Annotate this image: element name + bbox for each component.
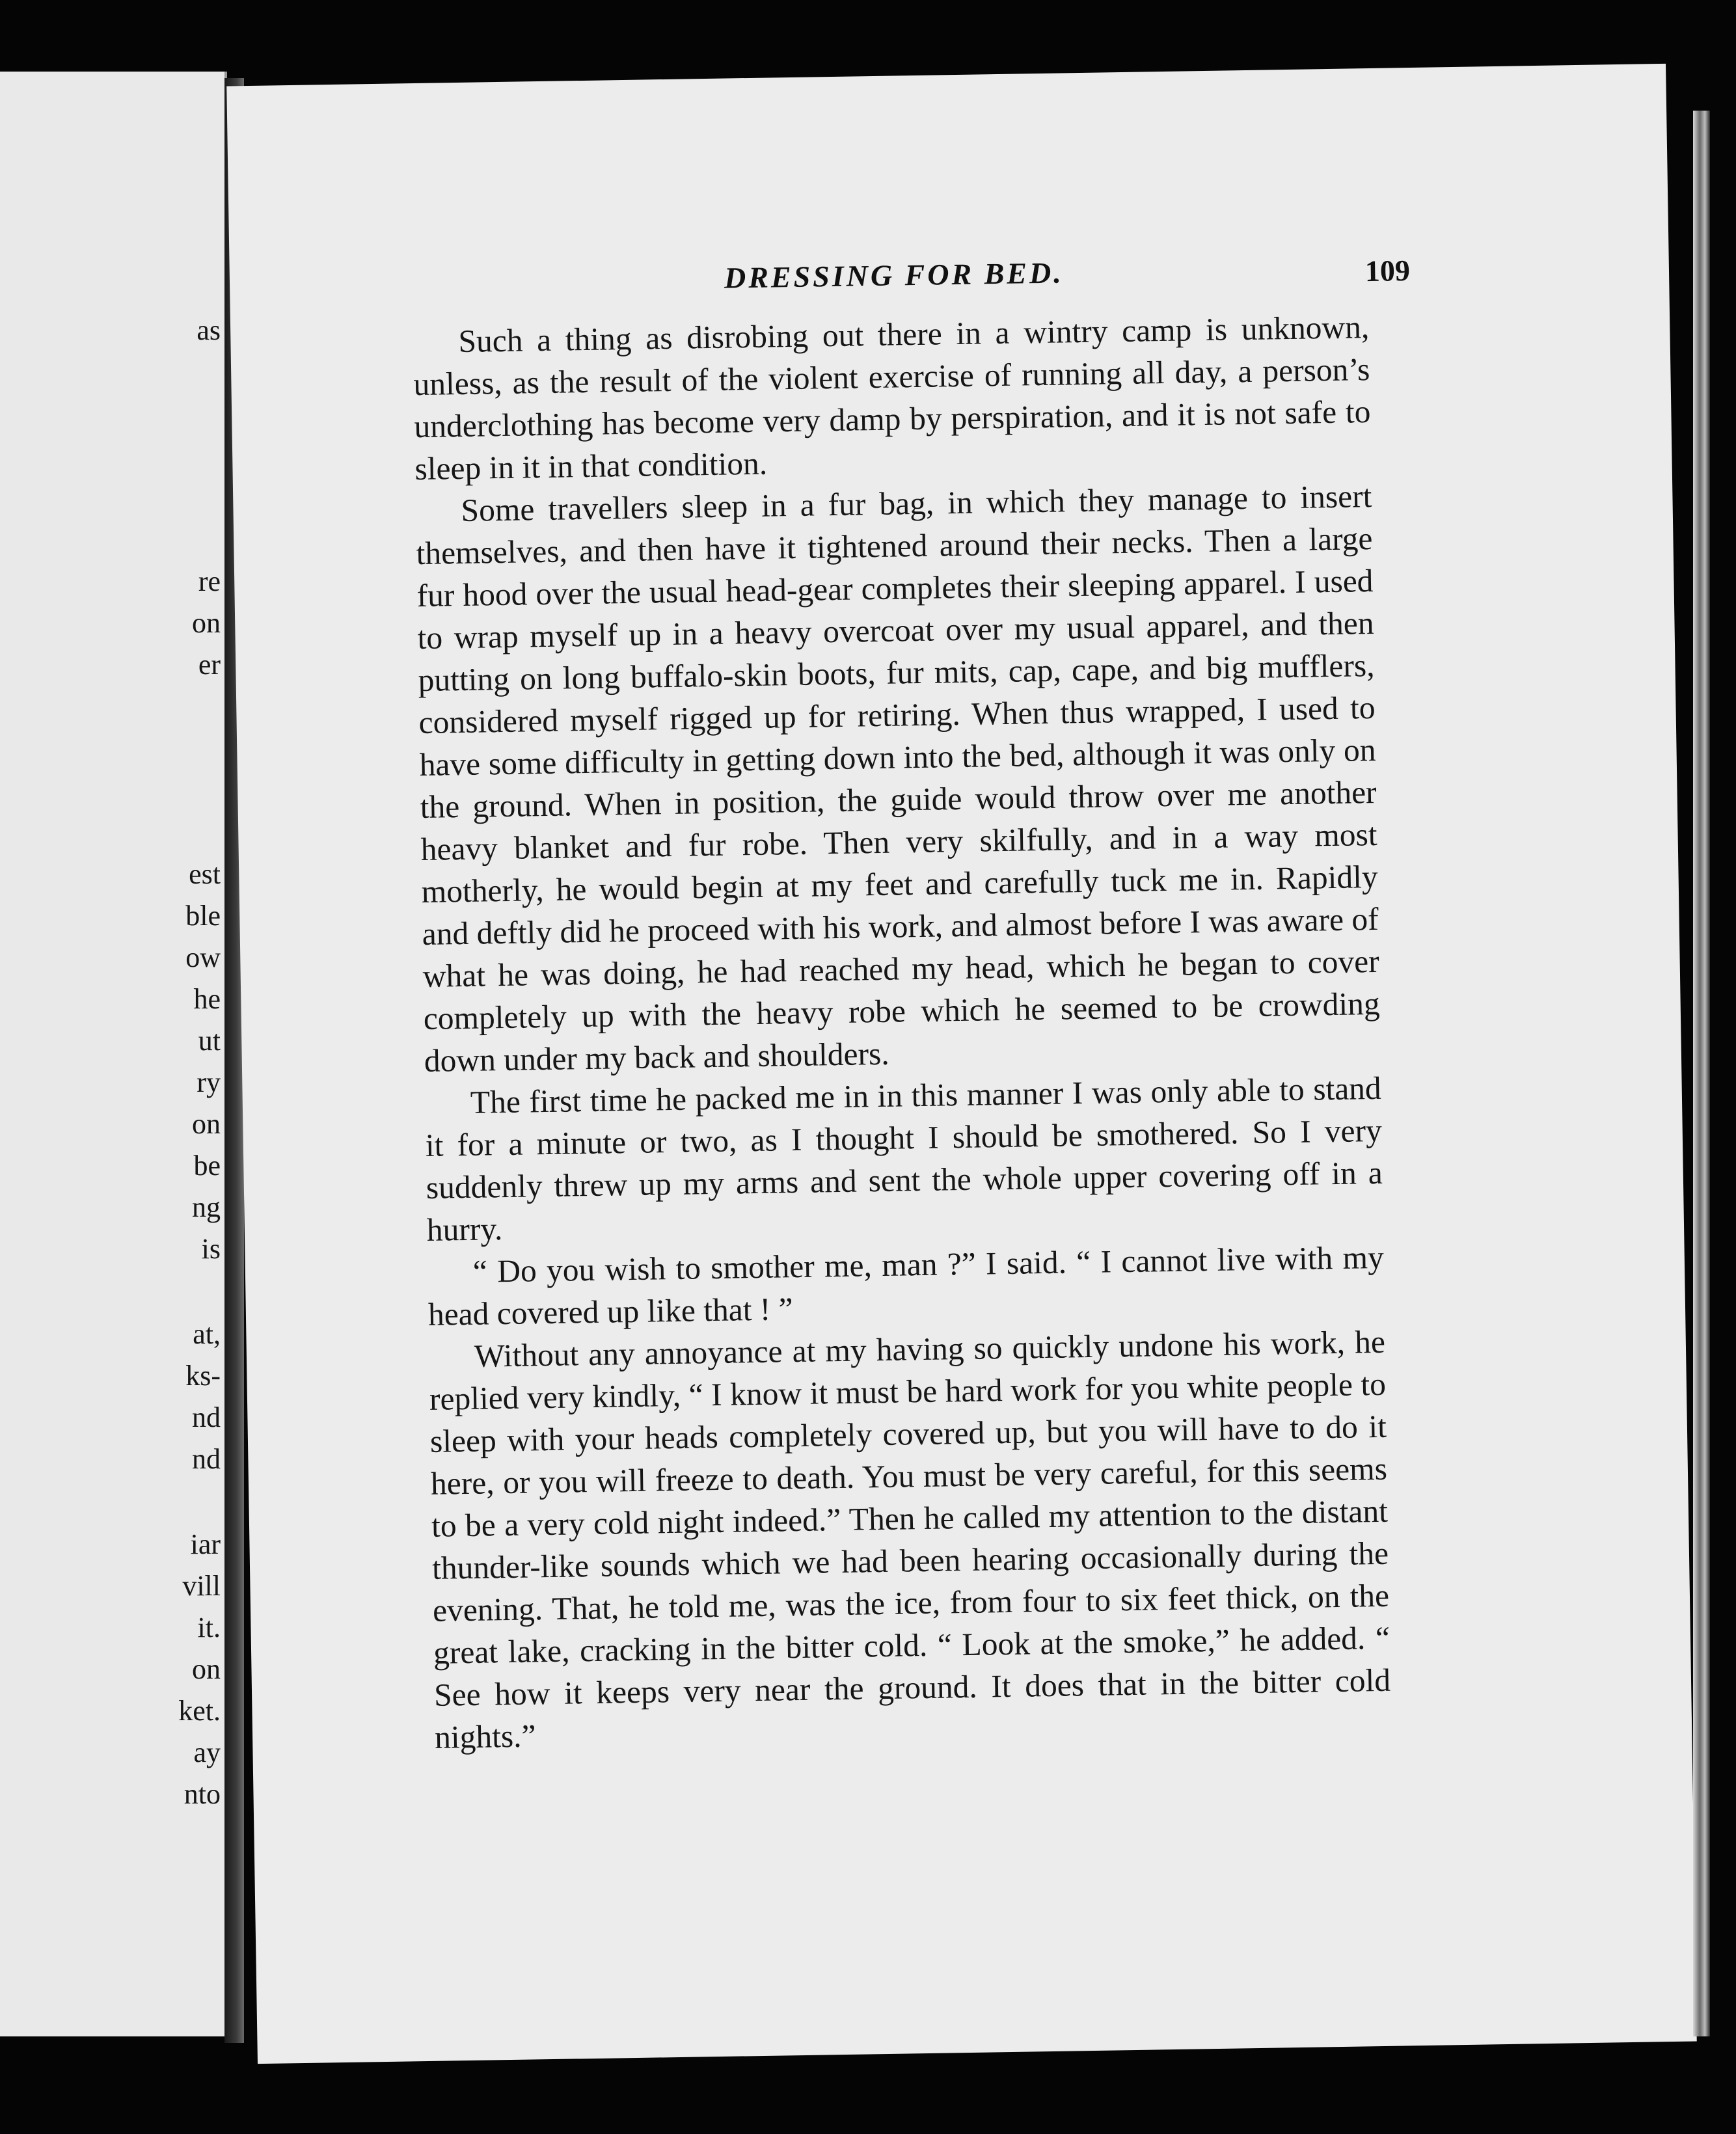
left-page-fragment: he xyxy=(193,983,221,1015)
left-page-fragment: as xyxy=(197,314,221,346)
left-page-fragment: on xyxy=(192,1108,221,1140)
left-page-fragment: at, xyxy=(193,1318,221,1350)
left-page-fragment: nto xyxy=(183,1778,221,1810)
page-number: 109 xyxy=(1364,254,1411,288)
left-page-fragment: ng xyxy=(192,1191,221,1223)
left-page-fragment: re xyxy=(198,565,221,597)
left-page-fragment: nd xyxy=(192,1401,221,1433)
paragraph: The first time he packed me in in this manner I was only able to stand it for a minute or two, as I thought I should be smothered. So I very suddenly threw up my arms and sent the whole upper covering off in a hurry. xyxy=(425,1070,1383,1248)
paragraph: Some travellers sleep in a fur bag, in which they manage to insert themselves, and then have it tightened around their necks. Then a large fur hood over the usual head-gear completes their sleeping apparel. I used to wrap myself up in a heavy overcoat over my usual apparel, and then putting on long buffalo-skin boots, fur mits, cap, cape, and big mufflers, considered myself rigged up for retiring. When thus wrapped, I used to have some difficulty in getting down into the bed, although it was only on the ground. When in position, the guide would throw over me another heavy blanket and fur robe. Then very skilfully, and in a way most motherly, he would begin at my feet and carefully tuck me in. Rapidly and deftly did he proceed with his work, and almost before I was aware of what he was doing, he had reached my head, which he began to cover completely up with the heavy robe which he seemed to be crowding down under my back and shoulders. xyxy=(416,478,1381,1079)
paragraph: Without any annoyance at my having so quickly undone his work, he replied very kindly, “ I know it must be hard work for you white people to sleep with your heads completely covered up, but you will have to do it here, or you will freeze to death. You must be very careful, for this seems to be a very cold night indeed.” Then he called my attention to the distant thunder-like sounds which we had been hearing occasionally during the evening. That, he told me, was the ice, from four to six feet thick, on the great lake, cracking in the bitter cold. “ Look at the smoke,” he added. “ See how it keeps very near the ground. It does that in the bitter cold nights.” xyxy=(429,1323,1391,1755)
left-page-fragment: iar xyxy=(190,1528,221,1560)
left-page-fragment: er xyxy=(198,649,221,681)
left-page-fragment: be xyxy=(193,1150,221,1182)
body-text xyxy=(413,306,1392,1759)
left-page-fragment: on xyxy=(192,607,221,639)
left-page-fragment: nd xyxy=(192,1443,221,1475)
left-page-fragment: ay xyxy=(193,1736,221,1768)
left-page-fragment: ble xyxy=(185,900,221,932)
paragraph: Such a thing as disrobing out there in a wintry camp is unknown, unless, as the result of the violent exercise of running all day, a person’s underclothing has become very damp by perspiration, and it is not safe to sleep in it in that condition. xyxy=(413,309,1371,487)
left-page-fragment: vill xyxy=(182,1570,221,1602)
left-page-fragment: ow xyxy=(185,941,221,973)
left-page-fragment: ry xyxy=(197,1066,221,1098)
book-page xyxy=(226,64,1696,2064)
running-head: DRESSING FOR BED. xyxy=(724,256,1065,295)
paragraph: “ Do you wish to smother me, man ?” I said. “ I cannot live with my head covered up like that ! ” xyxy=(427,1239,1385,1332)
left-page-fragment: on xyxy=(192,1653,221,1685)
left-page-fragment: it. xyxy=(197,1612,221,1643)
previous-page-edge xyxy=(0,72,227,2036)
left-page-fragment: ut xyxy=(198,1025,221,1057)
left-page-fragment: est xyxy=(189,858,221,890)
left-page-fragment: ket. xyxy=(178,1695,221,1727)
left-page-fragment: ks- xyxy=(185,1360,221,1392)
left-page-fragment: is xyxy=(201,1233,221,1265)
page-stack-edge xyxy=(1693,111,1710,2036)
